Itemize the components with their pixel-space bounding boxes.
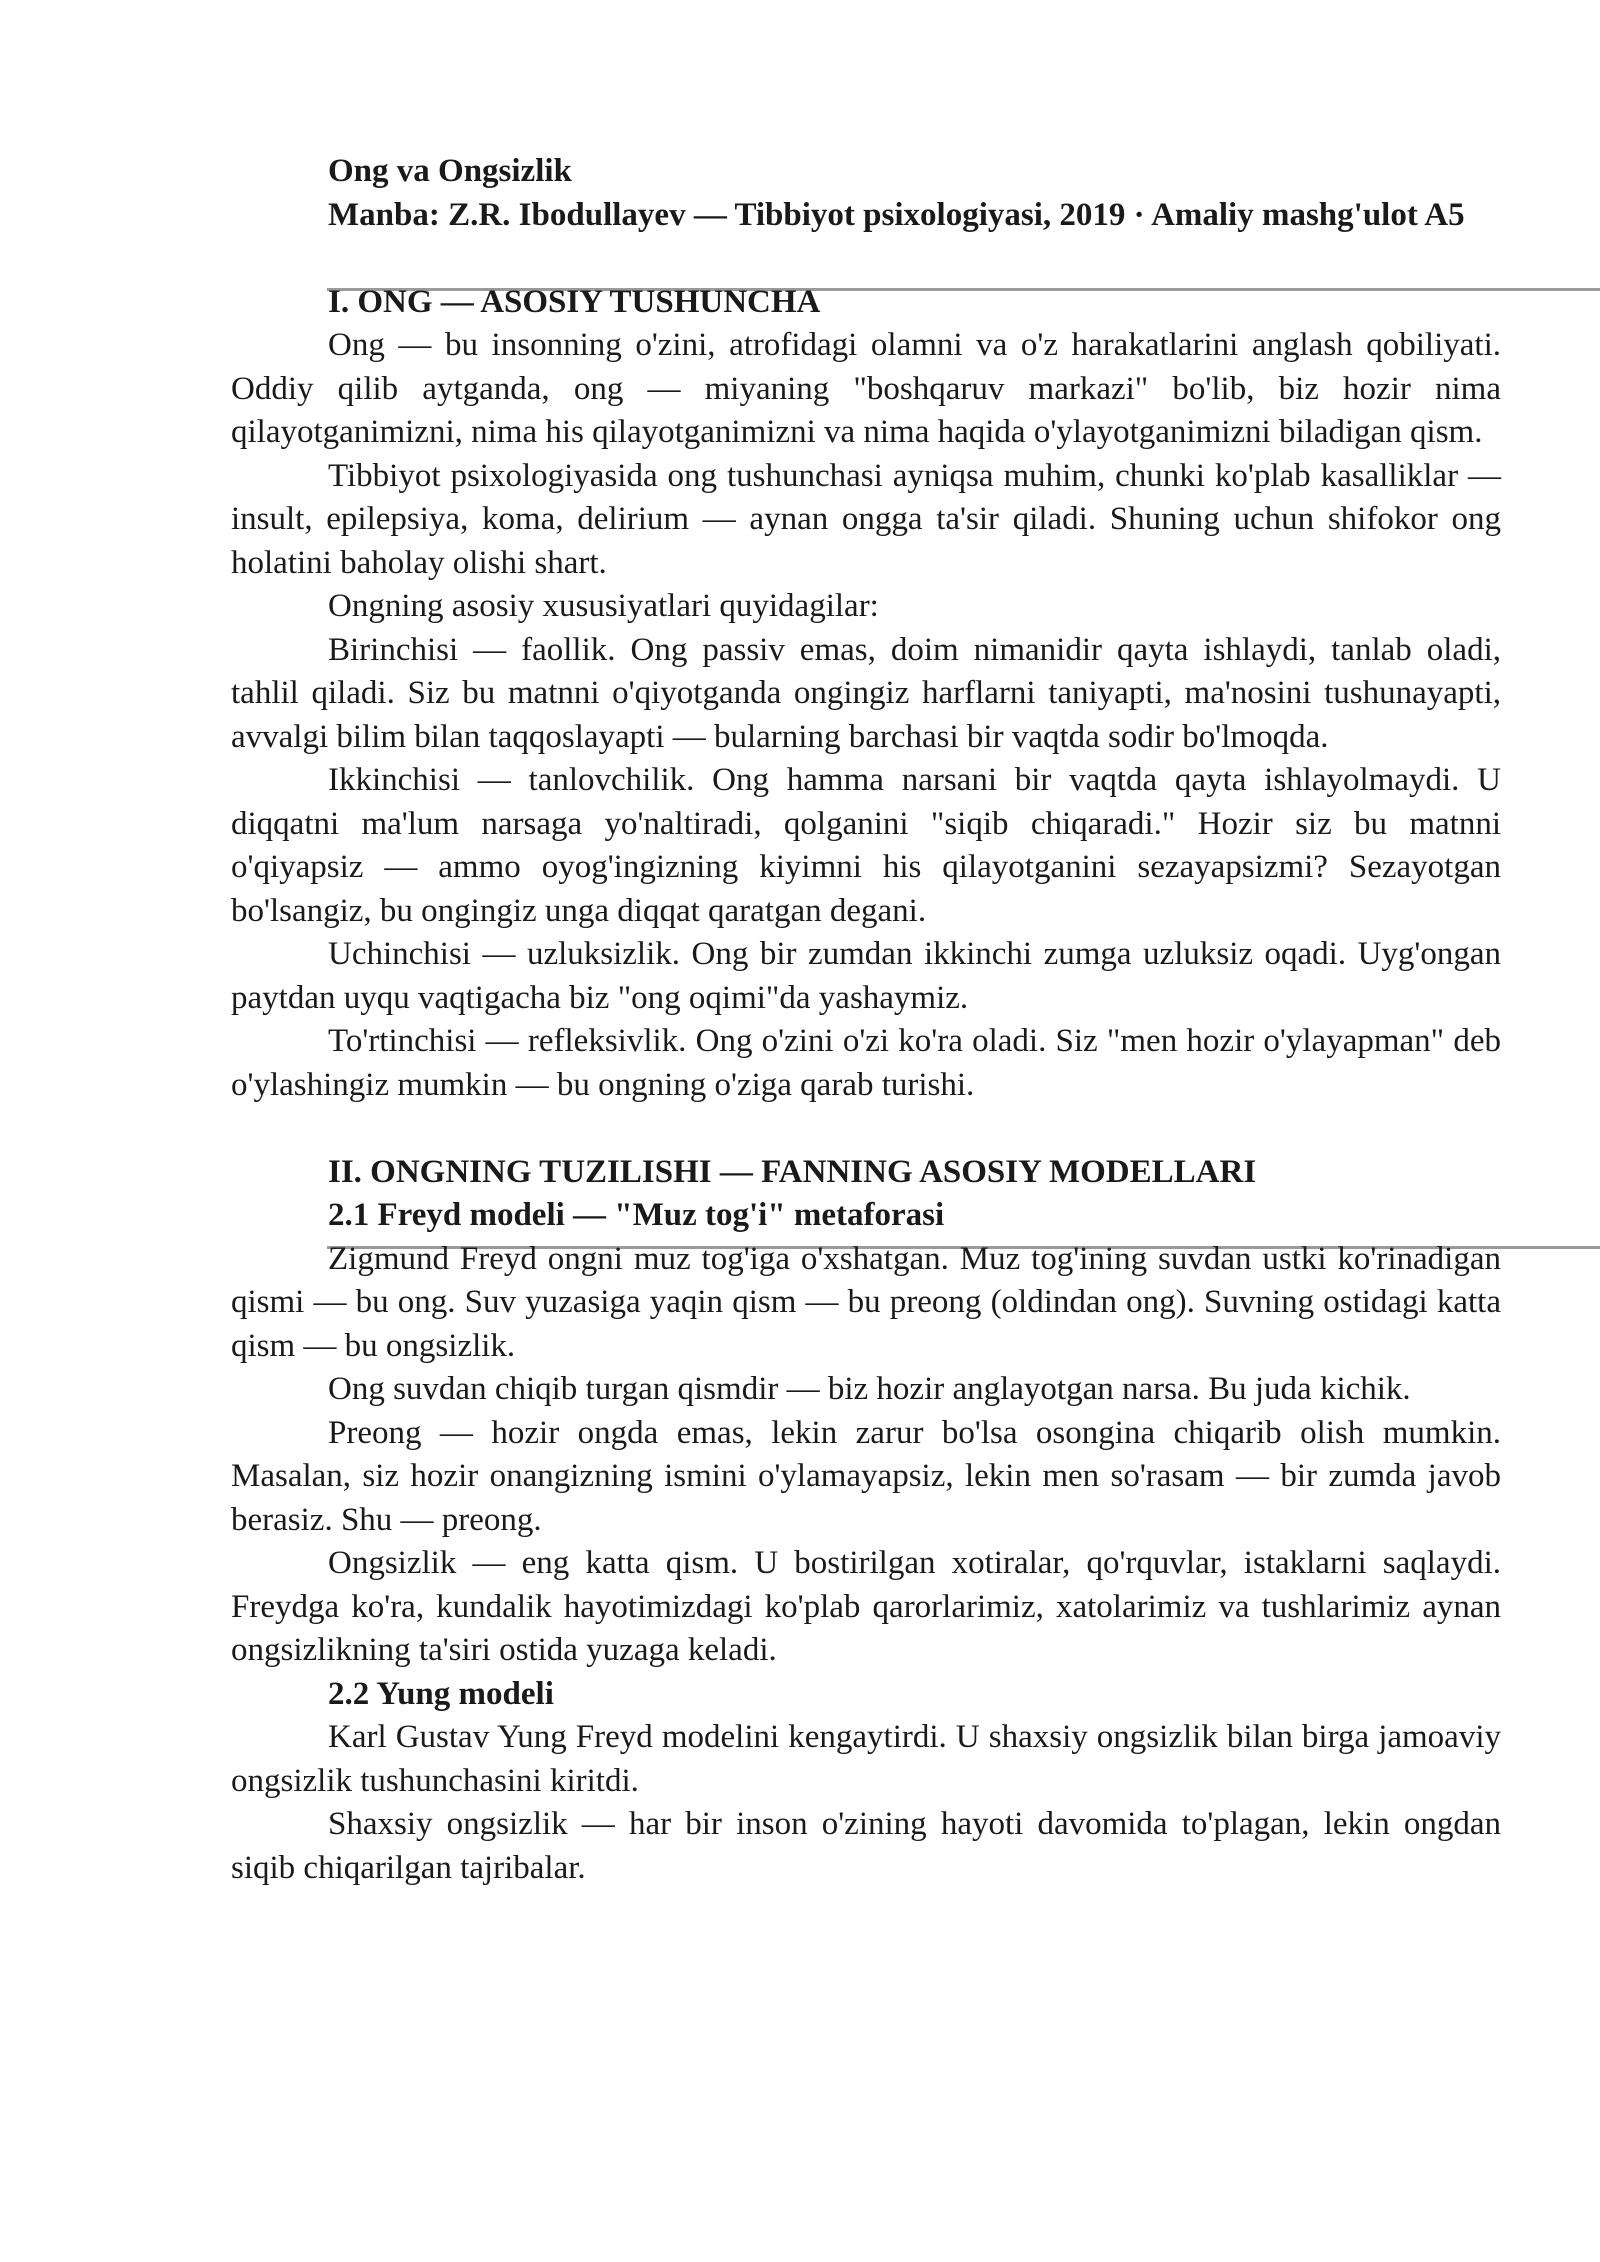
section-1-paragraph: Birinchisi — faollik. Ong passiv emas, doim nimanidir qayta ishlaydi, tanlab oladi, tahlil qiladi. Siz bu matnni o'qiyotganda ongingiz harflarni taniyapti, ma'nosini tushunayapti, avvalgi bilim bilan taqqoslayapti — bularning barchasi bir vaqtda sodir bo'lmoqda. <box>231 631 1501 755</box>
subsection-2-1-paragraph: Zigmund Freyd ongni muz tog'iga o'xshatgan. Muz tog'ining suvdan ustki ko'rinadigan qismi — bu ong. Suv yuzasiga yaqin qism — bu preong (oldindan ong). Suvning ostidagi katta qism — bu ongsizlik. <box>231 1240 1501 1364</box>
subsection-2-2-heading: 2.2 Yung modeli <box>328 1675 554 1712</box>
section-1-paragraph: To'rtinchisi — refleksivlik. Ong o'zini o'zi ko'ra oladi. Siz "men hozir o'ylayapman" deb o'ylashingiz mumkin — bu ongning o'ziga qarab turishi. <box>231 1023 1501 1103</box>
spacer <box>231 1107 1501 1151</box>
section-1-paragraph: Ongning asosiy xususiyatlari quyidagilar: <box>328 588 879 624</box>
document-source: Manba: Z.R. Ibodullayev — Tibbiyot psixologiyasi, 2019 · Amaliy mashg'ulot A5 <box>328 196 1465 233</box>
subsection-2-1-paragraph: Preong — hozir ongda emas, lekin zarur bo'lsa osongina chiqarib olish mumkin. Masalan, siz hozir onangizning ismini o'ylamayapsiz, lekin men so'rasam — bir zumda javob berasiz. Shu — preong. <box>231 1414 1501 1538</box>
section-1-paragraph: Tibbiyot psixologiyasida ong tushunchasi ayniqsa muhim, chunki ko'plab kasalliklar — insult, epilepsiya, koma, delirium — aynan ongga ta'sir qiladi. Shuning uchun shifokor ong holatini baholay olishi shart. <box>231 457 1501 581</box>
document-title: Ong va Ongsizlik <box>328 153 572 189</box>
section-1-paragraph: Uchinchisi — uzluksizlik. Ong bir zumdan ikkinchi zumga uzluksiz oqadi. Uyg'ongan paytdan uyqu vaqtigacha biz "ong oqimi"da yashaymiz. <box>231 936 1501 1016</box>
section-1-paragraph: Ikkinchisi — tanlovchilik. Ong hamma narsani bir vaqtda qayta ishlayolmaydi. U diqqatni ma'lum narsaga yo'naltiradi, qolganini "siqib chiqaradi." Hozir siz bu matnni o'qiyapsiz — ammo oyog'ingizning kiyimni his qilayotganini sezayapsizmi? Sezayotgan bo'lsangiz, bu ongingiz unga diqqat qaratgan degani. <box>231 762 1501 929</box>
section-1-heading: I. ONG — ASOSIY TUSHUNCHA <box>328 283 821 320</box>
document-body <box>231 150 1501 1890</box>
subsection-2-1-paragraph: Ong suvdan chiqib turgan qismdir — biz hozir anglayotgan narsa. Bu juda kichik. <box>328 1371 1411 1407</box>
subsection-2-1-heading: 2.1 Freyd modeli — "Muz tog'i" metaforasi <box>328 1197 945 1233</box>
subsection-2-1-paragraph: Ongsizlik — eng katta qism. U bostirilgan xotiralar, qo'rquvlar, istaklarni saqlaydi. Freydga ko'ra, kundalik hayotimizdagi ko'plab qarorlarimiz, xatolarimiz va tushlarimiz aynan ongsizlikning ta'siri ostida yuzaga keladi. <box>231 1545 1501 1668</box>
spacer <box>231 237 1501 281</box>
subsection-2-2-paragraph: Shaxsiy ongsizlik — har bir inson o'zining hayoti davomida to'plagan, lekin ongdan siqib chiqarilgan tajribalar. <box>231 1806 1501 1886</box>
subsection-2-2-paragraph: Karl Gustav Yung Freyd modelini kengaytirdi. U shaxsiy ongsizlik bilan birga jamoaviy ongsizlik tushunchasini kiritdi. <box>231 1719 1501 1799</box>
section-2-heading: II. ONGNING TUZILISHI — FANNING ASOSIY MODELLARI <box>328 1153 1257 1190</box>
section-1-paragraph: Ong — bu insonning o'zini, atrofidagi olamni va o'z harakatlarini anglash qobiliyati. Oddiy qilib aytganda, ong — miyaning "boshqaruv markazi" bo'lib, biz hozir nima qilayotganimizni, nima his qilayotganimizni va nima haqida o'ylayotganimizni biladigan qism. <box>231 327 1501 450</box>
